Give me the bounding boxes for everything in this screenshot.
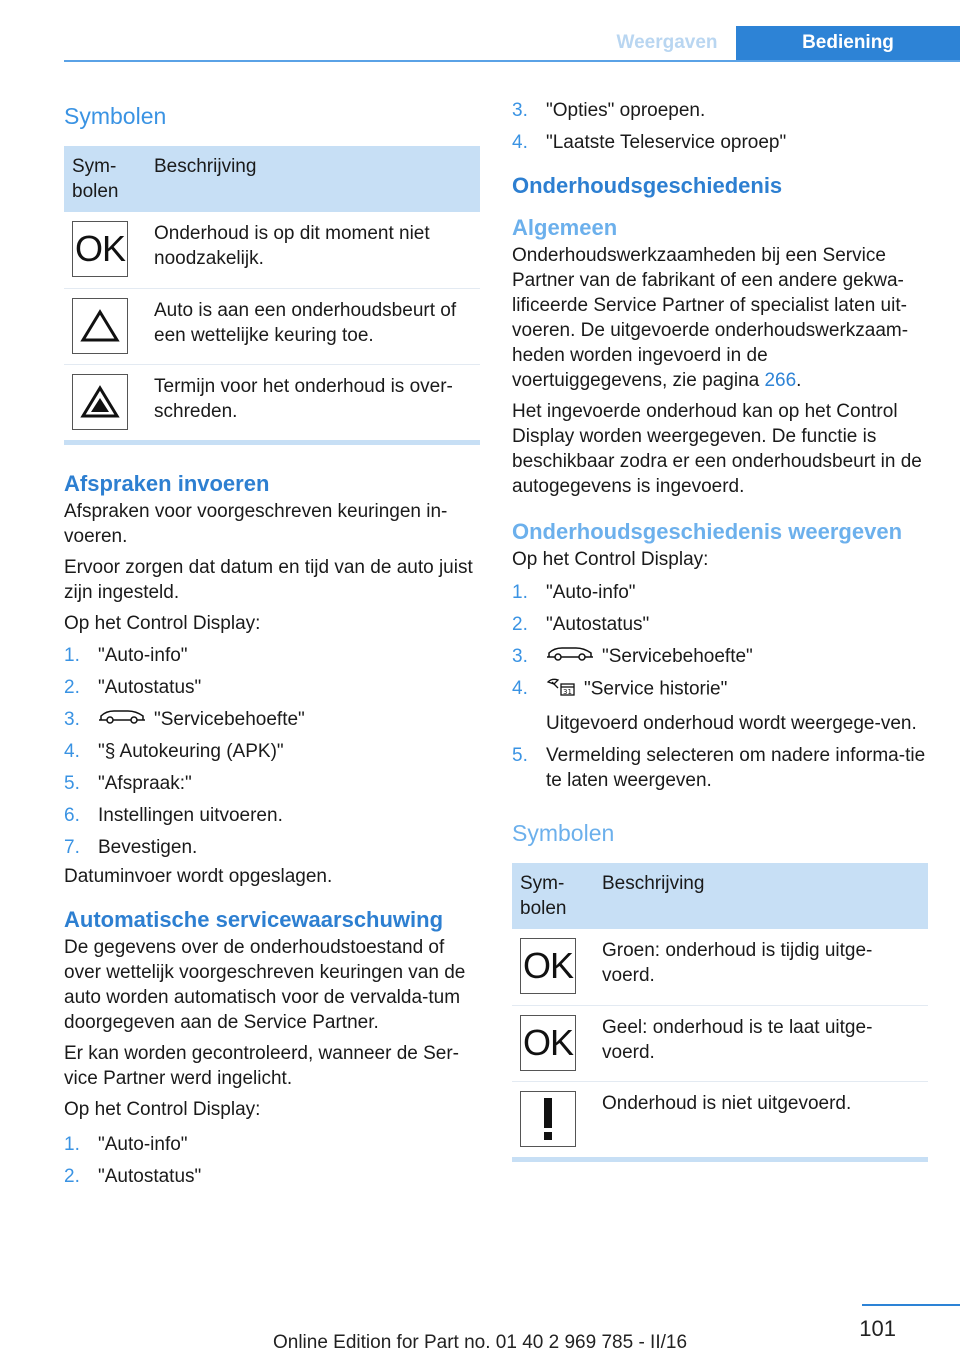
row-description: Groen: onderhoud is tijdig uitge-voerd. (594, 929, 928, 1005)
tab-bediening[interactable]: Bediening (736, 26, 960, 60)
auto-warning-heading: Automatische servicewaarschuwing (64, 907, 444, 933)
show-history-step5 (512, 743, 928, 793)
show-history-steps (512, 580, 928, 703)
service-history-icon (546, 676, 576, 703)
table-row (512, 1005, 928, 1081)
row-description: Onderhoud is niet uitgevoerd. (602, 1092, 852, 1114)
left-column (64, 100, 480, 1189)
history-heading: Onderhoudsgeschiedenis (512, 173, 783, 198)
edition-note: Online Edition for Part no. 01 40 2 969 785 - II/16 (272, 1332, 688, 1353)
page-link-266[interactable]: 266 (764, 370, 797, 391)
row-description: Auto is aan een onderhoudsbeurt of een wettelijke keuring toe. (146, 288, 480, 364)
auto-warning-display-label: Op het Control Display: (64, 1099, 261, 1121)
list-item: 1. "Auto-info" (64, 1134, 188, 1156)
auto-warning-p2: Er kan worden gecontroleerd, wanneer de Ser-vice Partner werd ingelicht. (64, 1043, 460, 1090)
list-item: 5. "Afspraak:" (64, 773, 192, 795)
list-item: 3. "Servicebehoefte" (512, 644, 928, 669)
col-description-header: Beschrijving (594, 863, 928, 929)
symbols-table-left (64, 146, 480, 440)
list-item: 4. 31 "Service historie" (512, 676, 928, 703)
table-row (64, 288, 480, 364)
table-row (64, 212, 480, 288)
list-item: 2. "Autostatus" (64, 1166, 202, 1188)
general-p1: Onderhoudswerkzaamheden bij een Service Partner van de fabrikant of een andere gekwa-lificeerde Service Partner of specialist laten uit-voeren. De uitgevoerde onderhoudswerkzaam-heden worden ingevoerd in de voertuiggegevens, zie pagina 266. (512, 245, 909, 391)
tab-weergaven[interactable]: Weergaven (598, 26, 736, 60)
appointments-display-label: Op het Control Display: (64, 613, 261, 634)
appointments-heading: Afspraken invoeren (64, 471, 270, 496)
appointments-note: Ervoor zorgen dat datum en tijd van de auto juist zijn ingesteld. (64, 557, 473, 603)
table-row (512, 929, 928, 1005)
row-description: Onderhoud is op dit moment niet noodzakelijk. (146, 212, 480, 288)
show-history-display-label: Op het Control Display: (512, 549, 709, 570)
table-end-bar (64, 440, 480, 445)
car-service-icon (546, 644, 594, 669)
list-item: 2. "Autostatus" (512, 614, 650, 635)
row-description: Termijn voor het onderhoud is over-schreden. (154, 375, 453, 422)
list-item: 1. "Auto-info" (512, 582, 636, 603)
ok-yellow-icon: OK (520, 1015, 576, 1071)
list-item: 2. "Autostatus" (64, 677, 202, 698)
ok-green-icon: OK (520, 938, 576, 994)
header-divider (64, 60, 960, 62)
footer-divider (862, 1304, 960, 1306)
col-symbols-header: Sym- bolen (512, 863, 594, 929)
general-heading: Algemeen (512, 215, 618, 240)
car-service-icon (98, 707, 146, 732)
ok-icon: OK (72, 221, 128, 277)
col-description-header: Beschrijving (146, 146, 480, 212)
warning-triangle-icon (72, 298, 128, 354)
show-history-step4-note: Uitgevoerd onderhoud wordt weergege-ven. (546, 713, 917, 735)
svg-text:31: 31 (563, 688, 572, 697)
list-item: 7. Bevestigen. (64, 837, 198, 859)
row-description: Geel: onderhoud is te laat uitge-voerd. (594, 1005, 928, 1081)
exclamation-icon (520, 1091, 576, 1147)
symbols-table-right (512, 863, 928, 1157)
appointments-saved-note: Datuminvoer wordt opgeslagen. (64, 866, 333, 888)
show-history-heading: Onderhoudsgeschiedenis weergeven (512, 519, 903, 544)
general-p2: Het ingevoerde onderhoud kan op het Control Display worden weergegeven. De functie is beschikbaar zodra er een onderhoudsbeurt in de autogegevens is ingevoerd. (512, 401, 922, 497)
table-end-bar (512, 1157, 928, 1162)
page-number: 101 (859, 1316, 896, 1341)
appointments-steps (64, 643, 480, 860)
list-item: 3. "Opties" oproepen. (512, 100, 706, 121)
auto-warning-p1: De gegevens over de onderhoudstoestand of over wettelijk voorgeschreven keuringen van de auto worden automatisch voor de vervalda-tum doorgegeven aan de Service Partner. (64, 937, 466, 1034)
list-item: 6. Instellingen uitvoeren. (64, 805, 283, 827)
symbols-heading-right: Symbolen (512, 820, 615, 847)
appointments-intro: Afspraken voor voorgeschreven keuringen in-voeren. (64, 501, 448, 547)
table-header (512, 863, 928, 929)
table-row (64, 364, 480, 440)
symbols-heading-left: Symbolen (64, 103, 167, 129)
table-row (512, 1081, 928, 1157)
list-item: 1. "Auto-info" (64, 645, 188, 666)
col-symbols-header: Sym- bolen (64, 146, 146, 212)
list-item: 4. "Laatste Teleservice oproep" (512, 132, 787, 153)
right-column (512, 98, 928, 1162)
table-header (64, 146, 480, 212)
list-item: 3. "Servicebehoefte" (64, 707, 480, 732)
list-item: 4. "§ Autokeuring (APK)" (64, 741, 284, 763)
teleservice-steps (512, 98, 928, 155)
auto-warning-steps (64, 1132, 480, 1189)
list-item: 5. Vermelding selecteren om nadere informa-tie te laten weergeven. (512, 745, 926, 792)
warning-triangle-filled-icon (72, 374, 128, 430)
